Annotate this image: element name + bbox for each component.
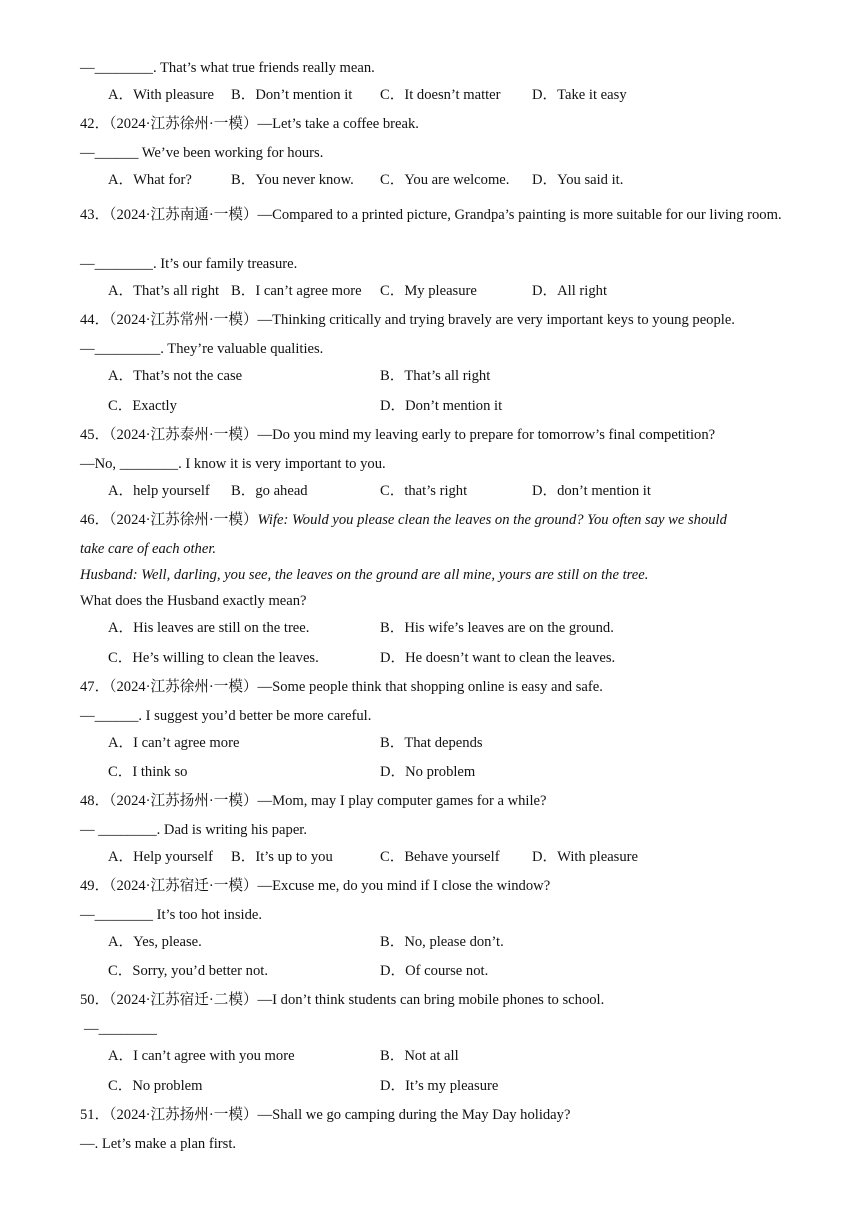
q41-reply: —________. That’s what true friends really mean.: [80, 60, 375, 76]
q42-option-c: C．You are welcome.: [380, 172, 510, 188]
q43-reply: —________. It’s our family treasure.: [80, 256, 298, 272]
q46-wife-line: Wife: Would you please clean the leaves on the ground? You often say we should: [257, 512, 727, 528]
q48-reply: — ________. Dad is writing his paper.: [80, 822, 307, 838]
q48-option-b: B．It’s up to you: [231, 849, 333, 865]
q45-reply: —No, ________. I know it is very important to you.: [80, 456, 386, 472]
q46-option-a: A．His leaves are still on the tree.: [108, 620, 310, 636]
q42-stem: 42．（2024·江苏徐州·一模）—Let’s take a coffee break.: [80, 116, 419, 132]
q42-reply: —______ We’ve been working for hours.: [80, 145, 324, 161]
q47-option-b: B．That depends: [380, 735, 483, 751]
q43-option-d: D．All right: [532, 283, 607, 299]
q51-stem: 51．（2024·江苏扬州·一模）—Shall we go camping during the May Day holiday?: [80, 1107, 571, 1123]
q44-option-b: B．That’s all right: [380, 368, 491, 384]
q49-option-c: C．Sorry, you’d better not.: [108, 963, 268, 979]
q48-option-d: D．With pleasure: [532, 849, 638, 865]
q44-stem: 44．（2024·江苏常州·一模）—Thinking critically and trying bravely are very important keys to young people.: [80, 312, 735, 328]
q43-stem: 43．（2024·江苏南通·一模）—Compared to a printed picture, Grandpa’s painting is more suitable for our living room.: [80, 207, 782, 223]
q41-option-b: B．Don’t mention it: [231, 87, 353, 103]
q46-option-d: D．He doesn’t want to clean the leaves.: [380, 650, 616, 666]
q50-option-b: B．Not at all: [380, 1048, 459, 1064]
q45-stem: 45．（2024·江苏泰州·一模）—Do you mind my leaving early to prepare for tomorrow’s final competition?: [80, 427, 716, 443]
q44-option-c: C．Exactly: [108, 398, 177, 414]
q46-stem: [80, 511, 727, 529]
q45-option-c: C．that’s right: [380, 483, 468, 499]
q43-option-c: C．My pleasure: [380, 283, 477, 299]
q47-option-c: C．I think so: [108, 764, 188, 780]
q49-stem: 49．（2024·江苏宿迁·一模）—Excuse me, do you mind if I close the window?: [80, 878, 551, 894]
q41-option-a: A．With pleasure: [108, 87, 214, 103]
q46-wife-line-cont: take care of each other.: [80, 541, 217, 557]
q44-option-a: A．That’s not the case: [108, 368, 243, 384]
q50-stem: 50．（2024·江苏宿迁·二模）—I don’t think students can bring mobile phones to school.: [80, 992, 605, 1008]
q48-option-c: C．Behave yourself: [380, 849, 500, 865]
q46-option-c: C．He’s willing to clean the leaves.: [108, 650, 319, 666]
q47-option-d: D．No problem: [380, 764, 476, 780]
q50-reply: —________: [84, 1021, 157, 1037]
q49-reply: —________ It’s too hot inside.: [80, 907, 263, 923]
q44-reply: —_________. They’re valuable qualities.: [80, 341, 324, 357]
q45-option-b: B．go ahead: [231, 483, 308, 499]
q49-option-d: D．Of course not.: [380, 963, 489, 979]
q42-option-b: B．You never know.: [231, 172, 354, 188]
q46-husband-line: Husband: Well, darling, you see, the leaves on the ground are all mine, yours are still on the tree.: [80, 567, 649, 583]
q47-stem: 47．（2024·江苏徐州·一模）—Some people think that shopping online is easy and safe.: [80, 679, 603, 695]
q46-question: What does the Husband exactly mean?: [80, 593, 307, 609]
q45-option-a: A．help yourself: [108, 483, 210, 499]
q45-option-d: D．don’t mention it: [532, 483, 651, 499]
q50-option-a: A．I can’t agree with you more: [108, 1048, 295, 1064]
q49-option-b: B．No, please don’t.: [380, 934, 504, 950]
q46-option-b: B．His wife’s leaves are on the ground.: [380, 620, 614, 636]
q47-reply: —______. I suggest you’d better be more careful.: [80, 708, 372, 724]
q51-reply: —. Let’s make a plan first.: [80, 1136, 237, 1152]
q50-option-d: D．It’s my pleasure: [380, 1078, 499, 1094]
q42-option-a: A．What for?: [108, 172, 192, 188]
q41-option-c: C．It doesn’t matter: [380, 87, 501, 103]
q49-option-a: A．Yes, please.: [108, 934, 202, 950]
q41-option-d: D．Take it easy: [532, 87, 627, 103]
q42-option-d: D．You said it.: [532, 172, 624, 188]
q43-option-b: B．I can’t agree more: [231, 283, 362, 299]
q43-option-a: A．That’s all right: [108, 283, 220, 299]
q47-option-a: A．I can’t agree more: [108, 735, 240, 751]
q50-option-c: C．No problem: [108, 1078, 203, 1094]
q48-stem: 48．（2024·江苏扬州·一模）—Mom, may I play computer games for a while?: [80, 793, 547, 809]
q46-stem-prefix: 46．（2024·江苏徐州·一模）: [80, 512, 258, 528]
q48-option-a: A．Help yourself: [108, 849, 213, 865]
q44-option-d: D．Don’t mention it: [380, 398, 503, 414]
